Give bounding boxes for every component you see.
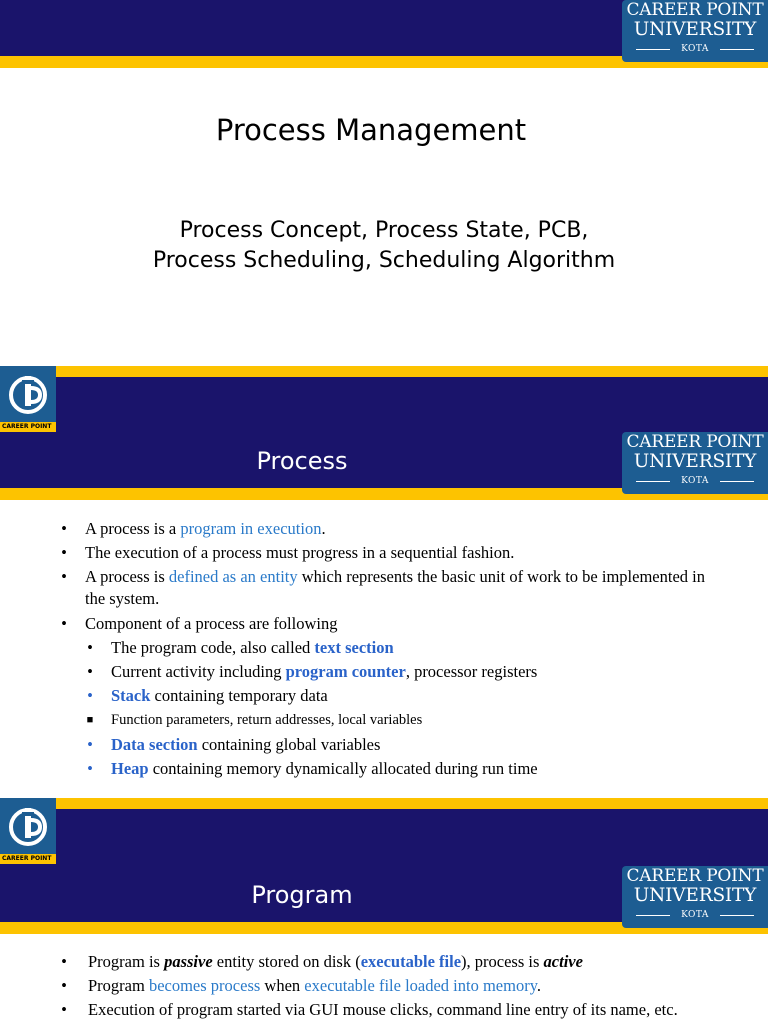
list-item: • Program becomes process when executable file loaded into memory. [61, 976, 542, 996]
list-item: • Stack containing temporary data [87, 686, 328, 706]
presentation-title: Process Management [215, 113, 527, 147]
list-item: • Heap containing memory dynamically allocated during run time [87, 758, 538, 778]
career-point-university-logo: CAREER POINT UNIVERSITY KOTA [622, 0, 768, 62]
list-item: • Current activity including program counter, processor registers [87, 661, 538, 681]
list-item: • The execution of a process must progress in a sequential fashion. [61, 543, 515, 563]
career-point-emblem-icon [0, 798, 56, 854]
slide-process [0, 432, 768, 866]
footer-gold-stripe [0, 798, 768, 809]
bullet-list [58, 951, 758, 1024]
list-item: • A process is defined as an entity which represents the basic unit of work to be implemented in the system. [61, 567, 705, 609]
career-point-emblem-icon [0, 366, 56, 422]
career-point-university-logo: CAREER POINT UNIVERSITY KOTA [622, 432, 768, 494]
list-item: • Component of a process are following [61, 613, 338, 633]
footer-band [0, 377, 768, 432]
footer-band [0, 809, 768, 866]
list-item: • Data section containing global variables [87, 734, 381, 754]
list-item: • Execution of program started via GUI mouse clicks, command line entry of its name, etc. [61, 1000, 678, 1020]
list-item: • The program code, also called text section [87, 637, 394, 657]
career-point-university-logo: CAREER POINT UNIVERSITY KOTA [622, 866, 768, 928]
list-item: • A process is a program in execution. [61, 519, 326, 538]
slide-program [0, 866, 768, 1024]
career-point-badge: CAREER POINT [0, 366, 56, 432]
slide-title-process-management [0, 0, 768, 432]
slide-heading: Process [256, 447, 348, 475]
bullet-list [58, 518, 728, 782]
presentation-subtitle: Process Concept, Process State, PCB, Process Scheduling, Scheduling Algorithm [152, 218, 616, 273]
list-item: • Program is passive entity stored on disk (executable file), process is active [61, 952, 583, 971]
career-point-badge: CAREER POINT [0, 798, 56, 864]
slide-heading: Program [251, 881, 353, 909]
footer-gold-stripe [0, 366, 768, 377]
list-item: ■ Function parameters, return addresses, local variables [86, 712, 423, 729]
